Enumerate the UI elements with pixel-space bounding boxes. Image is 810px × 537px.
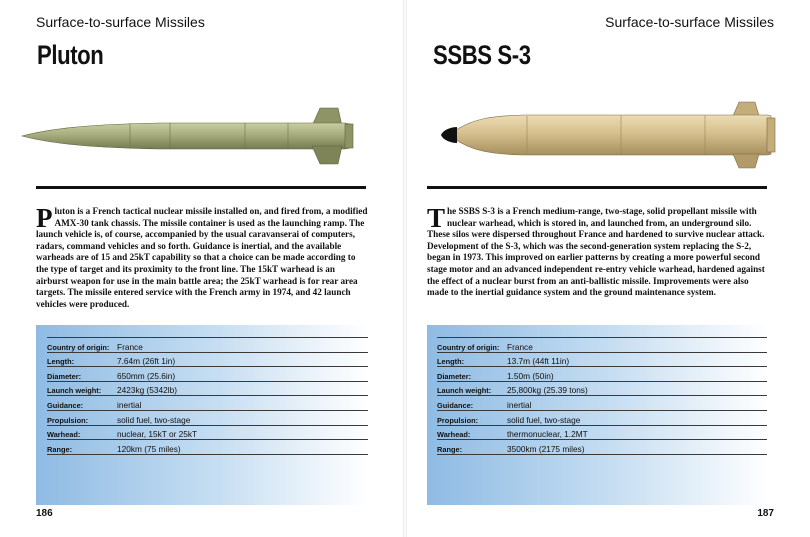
page-title: Pluton [37, 40, 104, 70]
spec-row-propulsion [437, 411, 767, 426]
spec-value: inertial [507, 399, 532, 410]
description-text [427, 203, 769, 299]
spec-label: Length: [437, 357, 465, 367]
spec-row-propulsion [47, 411, 368, 426]
spec-value: 120km (75 miles) [117, 443, 181, 454]
spec-label: Launch weight: [47, 386, 102, 396]
description-body: luton is a French tactical nuclear missile installed on, and fired from, a modified AMX-30 tank chassis. The missile container is used as the launching ramp. The launch vehicle is, of course, accompanied by the usual caravanserai of computers, radars, command vehicles and so forth. Guidance is inertial, and the available warheads are of 15 and 25kT capability so that a choice can be made according to the type of target and its proximity to the front line. The 15kT warhead is an airburst weapon for use in the main battle area; the 25kT warhead is for rear area targets. The missile entered service with the French army in 1974, and 42 launch vehicles were produced. [36, 206, 368, 309]
section-rule [36, 186, 366, 189]
spec-value: 1.50m (50in) [507, 370, 554, 381]
spec-table [47, 337, 368, 455]
page-number: 187 [757, 508, 774, 519]
spec-value: 13.7m (44ft 11in) [507, 356, 570, 367]
spec-label: Guidance: [47, 400, 84, 410]
spec-row-range [437, 440, 767, 455]
spec-value: solid fuel, two-stage [117, 414, 191, 425]
spec-label: Propulsion: [437, 415, 479, 425]
spec-value: 3500km (2175 miles) [507, 443, 585, 454]
spec-value: thermonuclear, 1.2MT [507, 429, 588, 440]
section-rule [427, 186, 767, 189]
spec-row-length [47, 353, 368, 368]
spec-row-guidance [47, 396, 368, 411]
spec-row-country [437, 337, 767, 353]
spec-label: Diameter: [47, 371, 82, 381]
spec-label: Range: [47, 444, 73, 454]
spec-value: nuclear, 15kT or 25kT [117, 429, 198, 440]
spec-value: France [117, 341, 143, 352]
spec-label: Warhead: [437, 430, 471, 440]
spec-row-launch-weight [47, 382, 368, 397]
description-body: he SSBS S-3 is a French medium-range, two-stage, solid propellant missile with nuclear warhead, which is stored in, and launched from, an underground silo. These silos were dispersed throughout France and hardened to survive nuclear attack. Development of the S-3, which was the second-generation system replacing the S-2, began in 1973. This improved on earlier patterns by creating a more powerful second stage motor and an advanced independent re-entry vehicle warhead, hardened against the effect of a nuclear burst from an anti-ballistic missile. Improvements were also made to the inertial guidance system and the ground maintenance system. [427, 206, 765, 298]
spec-value: 7.64m (26ft 1in) [117, 356, 176, 367]
description-text [36, 203, 368, 310]
spec-label: Warhead: [47, 430, 81, 440]
spec-label: Country of origin: [437, 342, 500, 352]
spec-label: Range: [437, 444, 463, 454]
spec-value: inertial [117, 399, 142, 410]
spec-row-launch-weight [437, 382, 767, 397]
spec-label: Country of origin: [47, 342, 110, 352]
spec-row-diameter [47, 367, 368, 382]
spec-row-guidance [437, 396, 767, 411]
spec-value: 25,800kg (25.39 tons) [507, 385, 588, 396]
ssbs-s3-missile-illustration [433, 96, 793, 176]
section-header: Surface-to-surface Missiles [36, 14, 205, 30]
spec-value: 650mm (25.6in) [117, 370, 176, 381]
spec-row-range [47, 440, 368, 455]
drop-cap: T [427, 203, 446, 233]
spec-row-warhead [47, 426, 368, 441]
right-page [405, 0, 810, 537]
drop-cap: P [36, 203, 53, 233]
spec-label: Length: [47, 357, 75, 367]
spec-label: Diameter: [437, 371, 472, 381]
spec-row-length [437, 353, 767, 368]
spec-value: 2423kg (5342lb) [117, 385, 177, 396]
spec-label: Launch weight: [437, 386, 492, 396]
spec-table [437, 337, 767, 455]
page-title: SSBS S-3 [433, 40, 531, 70]
spec-label: Guidance: [437, 400, 474, 410]
spec-value: solid fuel, two-stage [507, 414, 581, 425]
pluton-missile-illustration [20, 96, 380, 176]
spec-label: Propulsion: [47, 415, 89, 425]
spec-row-warhead [437, 426, 767, 441]
spec-value: France [507, 341, 533, 352]
spec-row-country [47, 337, 368, 353]
section-header: Surface-to-surface Missiles [605, 14, 774, 30]
page-number: 186 [36, 508, 53, 519]
spec-row-diameter [437, 367, 767, 382]
